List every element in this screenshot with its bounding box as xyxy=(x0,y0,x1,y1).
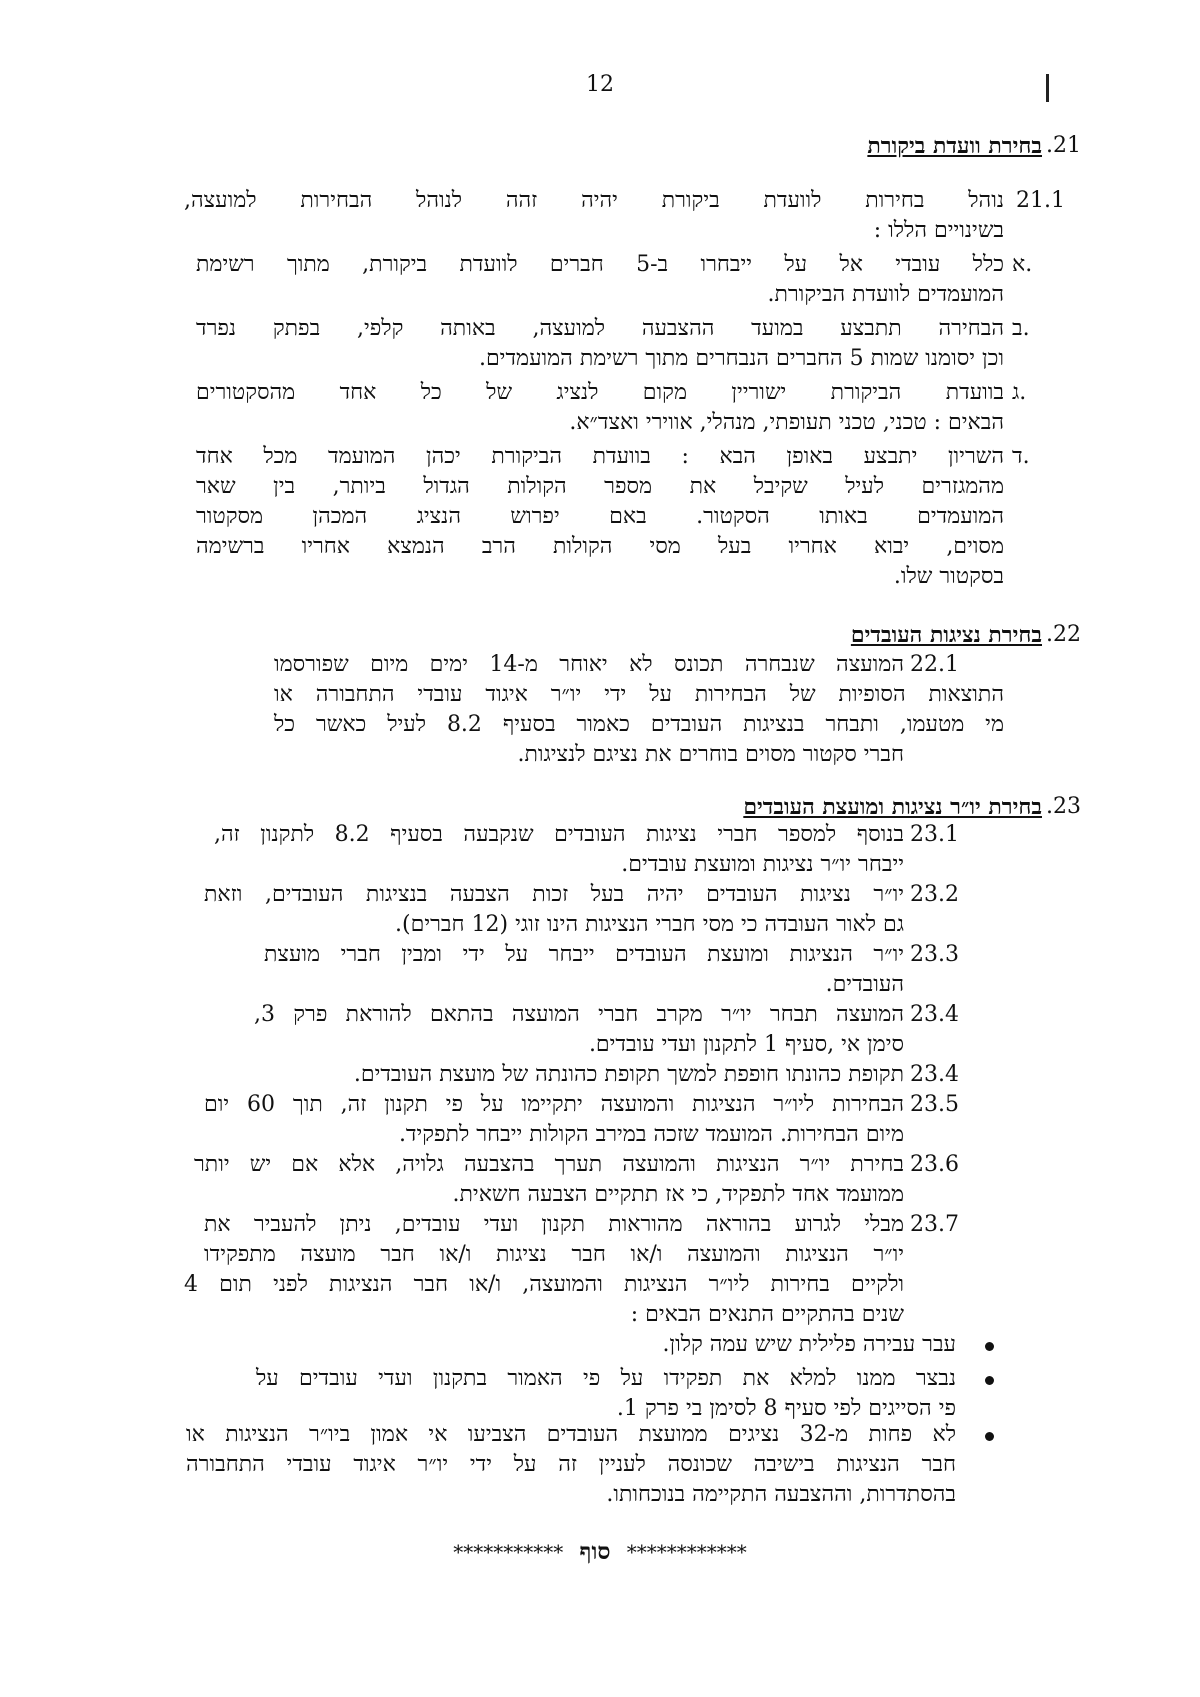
item-label: ג. xyxy=(1012,380,1027,405)
para-line: הבחירות ליו״ר הנציגות והמועצה יתקיימו על פי תקנון זה, תוך 60 יום xyxy=(204,1092,905,1117)
para-line: העובדים. xyxy=(825,972,904,997)
bullet-line: עבר עבירה פלילית שיש עמה קלון. xyxy=(662,1332,956,1357)
end-stars-right: ************ xyxy=(626,1540,747,1564)
item-line: השריון יתבצע באופן הבא : בוועדת הביקורת יכהן המועמד מכל אחד xyxy=(196,444,1004,469)
item-label: א. xyxy=(1012,252,1033,277)
para-number: 23.4 xyxy=(910,1002,959,1027)
para-line: המועצה תבחר יו״ר מקרב חברי המועצה בהתאם להוראת פרק 3, xyxy=(254,1002,904,1027)
para-line: גם לאור העובדה כי מסי חברי הנציגות הינו זוגי (12 חברים). xyxy=(395,912,904,937)
para-line: ייבחר יו״ר נציגות ומועצת עובדים. xyxy=(621,852,904,877)
item-line: הבאים : טכני, טכני תעופתי, מנהלי, אווירי ואצד״א. xyxy=(569,410,1004,435)
section-23-title: בחירת יו״ר נציגות ומועצת העובדים xyxy=(743,794,1042,820)
para-number: 23.3 xyxy=(910,942,959,967)
bullet-line: חבר הנציגות בישיבה שכונסה לעניין זה על ידי יו״ר איגוד עובדי התחבורה xyxy=(186,1452,956,1477)
para-line: שנים בהתקיים התנאים הבאים : xyxy=(630,1302,904,1327)
item-line: המועמדים באותו הסקטור. באם יפרוש הנציג המכהן מסקטור xyxy=(196,504,1004,529)
para-22-1-number: 22.1 xyxy=(910,652,959,677)
end-word: סוף xyxy=(579,1538,611,1565)
para-line: מבלי לגרוע בהוראה מהוראות תקנון ועדי עובדים, ניתן להעביר את xyxy=(204,1212,904,1237)
bullet-line: לא פחות מ-32 נציגים ממועצת העובדים הצביעו אי אמון ביו״ר הנציגות או xyxy=(186,1422,956,1447)
para-number: 23.4 xyxy=(910,1062,959,1087)
page-number: 12 xyxy=(586,72,614,97)
para-line: יו״ר הנציגות ומועצת העובדים ייבחר על ידי ומבין חברי מועצת xyxy=(264,942,904,967)
para-line: סימן אי ,סעיף 1 לתקנון ועדי עובדים. xyxy=(588,1032,904,1057)
item-line: כלל עובדי אל על ייבחרו ב-5 חברים לוועדת ביקורת, מתוך רשימת xyxy=(196,252,1004,277)
bullet-line: נבצר ממנו למלא את תפקידו על פי האמור בתקנון ועדי עובדים על xyxy=(256,1366,956,1391)
section-21-number: .21 xyxy=(1046,133,1081,158)
para-22-1-line: התוצאות הסופיות של הבחירות על ידי יו״ר איגוד עובדי התחבורה או xyxy=(274,682,1004,707)
para-number: 23.7 xyxy=(910,1212,959,1237)
para-line: בנוסף למספר חברי נציגות העובדים שנקבעה בסעיף 8.2 לתקנון זה, xyxy=(214,822,904,847)
section-22-number: .22 xyxy=(1046,622,1081,647)
item-line: מהמגזרים לעיל שקיבל את מספר הקולות הגדול ביותר, בין שאר xyxy=(196,474,1004,499)
para-line: תקופת כהונתו חופפת למשך תקופת כהונתה של מועצת העובדים. xyxy=(353,1062,904,1087)
para-21-1-line: בשינויים הללו : xyxy=(873,218,1004,243)
para-line: מיום הבחירות. המועמד שזכה במירב הקולות ייבחר לתפקיד. xyxy=(398,1122,904,1147)
para-line: יו״ר נציגות העובדים יהיה בעל זכות הצבעה בנציגות העובדים, וזאת xyxy=(204,882,904,907)
para-22-1-line: חברי סקטור מסוים בוחרים את נציגם לנציגות. xyxy=(517,742,904,767)
end-marker xyxy=(0,1538,1200,1565)
para-line: יו״ר הנציגות והמועצה ו/או חבר נציגות ו/או חבר מועצה מתפקידו xyxy=(204,1242,905,1267)
bullet-line: פי הסייגים לפי סעיף 8 לסימן בי פרק 1. xyxy=(616,1396,956,1421)
section-23-number: .23 xyxy=(1046,794,1081,819)
section-22-title: בחירת נציגות העובדים xyxy=(850,622,1042,648)
para-line: בחירת יו״ר הנציגות והמועצה תערך בהצבעה גלויה, אלא אם יש יותר xyxy=(194,1152,904,1177)
item-line: בוועדת הביקורת ישוריין מקום לנציג של כל אחד מהסקטורים xyxy=(196,380,1004,405)
item-line: הבחירה תתבצע במועד ההצבעה למועצה, באותה קלפי, בפתק נפרד xyxy=(196,316,1004,341)
para-line: ממועמד אחד לתפקיד, כי אז תתקיים הצבעה חשאית. xyxy=(452,1182,904,1207)
bullet-line: בהסתדרות, וההצבעה התקיימה בנוכחותו. xyxy=(606,1482,956,1507)
para-number: 23.2 xyxy=(910,882,959,907)
item-line: וכן יסומנו שמות 5 החברים הנבחרים מתוך רשימת המועמדים. xyxy=(478,346,1004,371)
para-22-1-line: המועצה שנבחרה תכונס לא יאוחר מ-14 ימים מיום שפורסמו xyxy=(274,652,904,677)
bullet-dot xyxy=(985,1342,994,1351)
item-line: המועמדים לוועדת הביקורת. xyxy=(767,282,1004,307)
para-21-1-line: נוהל בחירות לוועדת ביקורת יהיה זהה לנוהל הבחירות למועצה, xyxy=(184,188,1004,213)
item-line: מסוים, יבוא אחריו בעל מסי הקולות הרב הנמצא אחריו ברשימה xyxy=(196,534,1004,559)
end-stars-left: *********** xyxy=(453,1540,564,1564)
section-21-title: בחירת וועדת ביקורת xyxy=(867,133,1042,159)
para-22-1-line: מי מטעמו, ותבחר בנציגות העובדים כאמור בסעיף 8.2 לעיל כאשר כל xyxy=(274,712,1004,737)
bullet-dot xyxy=(985,1432,994,1441)
para-number: 23.1 xyxy=(910,822,959,847)
para-number: 23.5 xyxy=(910,1092,959,1117)
item-line: בסקטור שלו. xyxy=(893,564,1004,589)
bullet-dot xyxy=(985,1376,994,1385)
margin-change-bar xyxy=(1046,74,1049,102)
para-21-1-number: 21.1 xyxy=(1016,188,1065,213)
item-label: ד. xyxy=(1012,444,1030,469)
item-label: ב. xyxy=(1012,316,1030,341)
para-line: ולקיים בחירות ליו״ר הנציגות והמועצה, ו/או חבר הנציגות לפני תום 4 xyxy=(184,1272,904,1297)
para-number: 23.6 xyxy=(910,1152,959,1177)
